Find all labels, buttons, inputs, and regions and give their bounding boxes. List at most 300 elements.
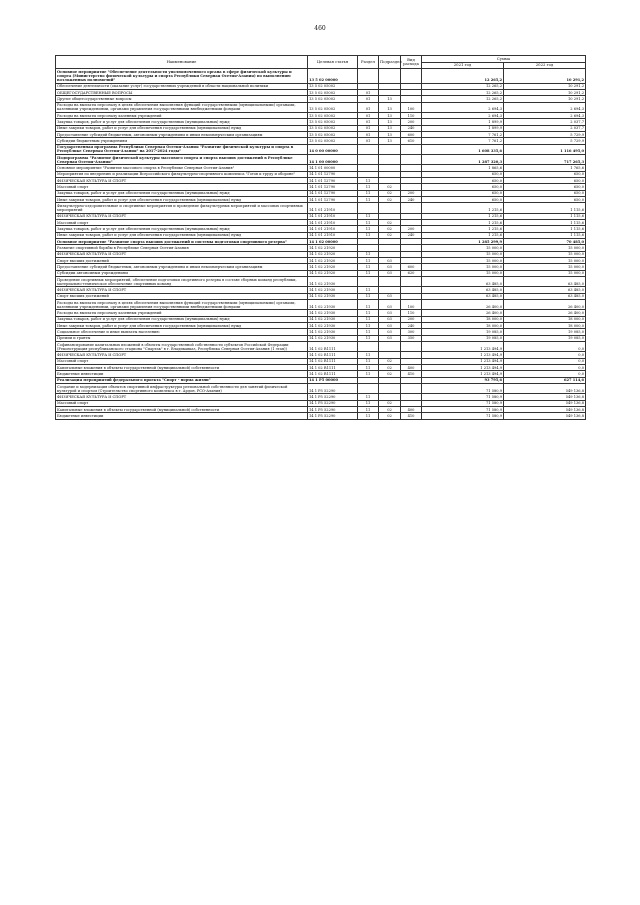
table-row bbox=[56, 276, 586, 286]
row-name-cell: Премии и гранты bbox=[56, 335, 308, 341]
row-sum-2022-cell: 0,0 bbox=[504, 365, 586, 371]
row-expense-type-cell: 200 bbox=[401, 226, 422, 232]
row-subsection-cell: 03 bbox=[379, 293, 401, 299]
row-sum-2022-cell: 1 115,6 bbox=[504, 226, 586, 232]
row-sum-2021-cell: 1 215,6 bbox=[422, 203, 504, 213]
row-target-article-cell: 14 1 01 21910 bbox=[308, 232, 358, 238]
row-name-cell: Государственная программа Республики Северная Осетия-Алания "Развитие физической культуры и спорта в Республике Северная Осетия-Алания" на 2017-2024 годы" bbox=[56, 144, 308, 154]
row-target-article-cell: 14 1 02 21920 bbox=[308, 270, 358, 276]
row-sum-2022-cell: 650,0 bbox=[504, 197, 586, 203]
row-name-cell: ФИЗИЧЕСКАЯ КУЛЬТУРА И СПОРТ bbox=[56, 213, 308, 219]
header-expense-type: Вид расхода bbox=[401, 56, 422, 69]
row-target-article-cell: 13 5 02 05002 bbox=[308, 96, 358, 102]
row-sum-2022-cell: 2 694,3 bbox=[504, 113, 586, 119]
row-target-article-cell: 14 1 02 R1111 bbox=[308, 352, 358, 358]
row-expense-type-cell bbox=[401, 383, 422, 393]
row-section-cell bbox=[358, 383, 379, 393]
row-sum-2022-cell: 1 115,6 bbox=[504, 213, 586, 219]
row-target-article-cell: 14 1 P5 52290 bbox=[308, 394, 358, 400]
row-sum-2022-cell: 549 136,8 bbox=[504, 407, 586, 413]
row-sum-2022-cell: 15 000,0 bbox=[504, 257, 586, 263]
row-sum-2021-cell: 12 265,2 bbox=[422, 96, 504, 102]
row-subsection-cell: 02 bbox=[379, 358, 401, 364]
row-name-cell: ФИЗИЧЕСКАЯ КУЛЬТУРА И СПОРТ bbox=[56, 287, 308, 293]
row-sum-2021-cell: 26 400,0 bbox=[422, 299, 504, 309]
row-target-article-cell: 14 1 02 R1111 bbox=[308, 365, 358, 371]
row-target-article-cell: 14 1 01 00000 bbox=[308, 165, 358, 171]
row-subsection-cell: 02 bbox=[379, 371, 401, 377]
row-sum-2022-cell: 63 485,0 bbox=[504, 293, 586, 299]
row-name-cell: Социальное обеспечение и иные выплаты населению bbox=[56, 329, 308, 335]
row-target-article-cell: 14 1 02 21920 bbox=[308, 251, 358, 257]
row-sum-2022-cell: 549 136,8 bbox=[504, 383, 586, 393]
row-sum-2021-cell: 15 000,0 bbox=[422, 251, 504, 257]
row-sum-2021-cell: 71 580,9 bbox=[422, 400, 504, 406]
row-subsection-cell: 13 bbox=[379, 125, 401, 131]
row-target-article-cell: 14 1 02 21920 bbox=[308, 257, 358, 263]
row-sum-2022-cell: 650,0 bbox=[504, 178, 586, 184]
table-row bbox=[56, 413, 586, 419]
row-sum-2021-cell: 650,0 bbox=[422, 184, 504, 190]
row-target-article-cell: 14 1 01 12790 bbox=[308, 197, 358, 203]
row-sum-2022-cell: 63 485,0 bbox=[504, 287, 586, 293]
row-subsection-cell: 13 bbox=[379, 113, 401, 119]
row-name-cell: Капитальные вложения в объекты государственной (муниципальной) собственности bbox=[56, 407, 308, 413]
row-name-cell: Закупка товаров, работ и услуг для обеспечения государственных (муниципальных) нужд bbox=[56, 226, 308, 232]
row-expense-type-cell: 110 bbox=[401, 310, 422, 316]
row-sum-2021-cell: 1 899,9 bbox=[422, 125, 504, 131]
budget-table bbox=[55, 55, 586, 420]
table-row bbox=[56, 69, 586, 84]
row-sum-2022-cell: 1 115,6 bbox=[504, 232, 586, 238]
row-sum-2022-cell: 549 136,8 bbox=[504, 394, 586, 400]
row-section-cell: 11 bbox=[358, 190, 379, 196]
row-name-cell: Основное мероприятие "Развитие массового спорта в Республике Северная Осетия-Алания" bbox=[56, 165, 308, 171]
row-sum-2021-cell: 1 215,6 bbox=[422, 232, 504, 238]
table-row bbox=[56, 155, 586, 165]
row-subsection-cell: 03 bbox=[379, 270, 401, 276]
row-expense-type-cell: 600 bbox=[401, 131, 422, 137]
row-sum-2022-cell: 15 000,0 bbox=[504, 270, 586, 276]
row-subsection-cell bbox=[379, 144, 401, 154]
row-expense-type-cell: 410 bbox=[401, 413, 422, 419]
row-target-article-cell: 14 1 02 R1111 bbox=[308, 358, 358, 364]
row-section-cell: 01 bbox=[358, 89, 379, 95]
row-sum-2021-cell: 18 000,0 bbox=[422, 316, 504, 322]
row-subsection-cell: 02 bbox=[379, 413, 401, 419]
row-name-cell: Обеспечение деятельности (оказание услуг) государственных учреждений в области национальной политики bbox=[56, 83, 308, 89]
row-section-cell: 11 bbox=[358, 400, 379, 406]
row-section-cell: 11 bbox=[358, 232, 379, 238]
row-target-article-cell: 14 1 P5 52290 bbox=[308, 383, 358, 393]
row-name-cell: Иные закупки товаров, работ и услуг для обеспечения государственных (муниципальных) нужд bbox=[56, 232, 308, 238]
row-target-article-cell: 13 5 02 05002 bbox=[308, 89, 358, 95]
row-sum-2021-cell: 1 213 494,9 bbox=[422, 365, 504, 371]
row-sum-2022-cell: 1 116 495,0 bbox=[504, 144, 586, 154]
row-sum-2021-cell: 1 213 494,9 bbox=[422, 352, 504, 358]
row-sum-2021-cell: 7 761,2 bbox=[422, 131, 504, 137]
row-section-cell: 11 bbox=[358, 407, 379, 413]
row-target-article-cell: 14 0 00 00000 bbox=[308, 144, 358, 154]
header-sum: Сумма bbox=[422, 56, 586, 63]
row-expense-type-cell: 400 bbox=[401, 365, 422, 371]
row-name-cell: Другие общегосударственные вопросы bbox=[56, 96, 308, 102]
row-subsection-cell: 02 bbox=[379, 226, 401, 232]
row-sum-2022-cell: 2 037,7 bbox=[504, 125, 586, 131]
row-sum-2022-cell: 549 136,8 bbox=[504, 400, 586, 406]
row-expense-type-cell: 100 bbox=[401, 299, 422, 309]
row-sum-2021-cell: 19 085,0 bbox=[422, 335, 504, 341]
row-target-article-cell: 14 1 01 12790 bbox=[308, 171, 358, 177]
row-expense-type-cell bbox=[401, 203, 422, 213]
row-subsection-cell: 03 bbox=[379, 264, 401, 270]
row-name-cell: ФИЗИЧЕСКАЯ КУЛЬТУРА И СПОРТ bbox=[56, 251, 308, 257]
table-row bbox=[56, 102, 586, 112]
row-sum-2021-cell: 1 215,6 bbox=[422, 220, 504, 226]
row-target-article-cell: 13 5 02 05002 bbox=[308, 119, 358, 125]
row-sum-2021-cell: 19 085,0 bbox=[422, 329, 504, 335]
row-name-cell: Бюджетные инвестиции bbox=[56, 413, 308, 419]
row-target-article-cell: 14 1 01 12790 bbox=[308, 178, 358, 184]
row-target-article-cell: 13 5 02 05002 bbox=[308, 102, 358, 112]
row-sum-2022-cell: 0,0 bbox=[504, 352, 586, 358]
row-target-article-cell: 14 1 P5 52290 bbox=[308, 407, 358, 413]
row-section-cell: 11 bbox=[358, 287, 379, 293]
row-sum-2021-cell: 71 580,9 bbox=[422, 413, 504, 419]
row-target-article-cell: 14 1 02 21920 bbox=[308, 264, 358, 270]
row-subsection-cell bbox=[379, 341, 401, 351]
row-name-cell: ОБЩЕГОСУДАРСТВЕННЫЕ ВОПРОСЫ bbox=[56, 89, 308, 95]
row-subsection-cell: 03 bbox=[379, 310, 401, 316]
row-target-article-cell: 14 1 02 21930 bbox=[308, 316, 358, 322]
row-section-cell: 11 bbox=[358, 264, 379, 270]
row-section-cell: 01 bbox=[358, 125, 379, 131]
row-target-article-cell: 14 1 P5 52290 bbox=[308, 400, 358, 406]
row-subsection-cell: 02 bbox=[379, 190, 401, 196]
row-sum-2022-cell: 15 000,0 bbox=[504, 264, 586, 270]
row-name-cell: Основное мероприятие "Развитие спорта высших достижений и системы подготовки спортивного резерва" bbox=[56, 239, 308, 245]
row-sum-2022-cell: 1 765,6 bbox=[504, 165, 586, 171]
row-subsection-cell: 13 bbox=[379, 102, 401, 112]
row-section-cell: 11 bbox=[358, 310, 379, 316]
row-name-cell: Закупка товаров, работ и услуг для обеспечения государственных (муниципальных) нужд bbox=[56, 316, 308, 322]
header-section: Раздел bbox=[358, 56, 379, 69]
row-sum-2021-cell: 650,0 bbox=[422, 178, 504, 184]
row-section-cell bbox=[358, 276, 379, 286]
row-sum-2021-cell: 650,0 bbox=[422, 190, 504, 196]
row-subsection-cell: 02 bbox=[379, 365, 401, 371]
row-expense-type-cell bbox=[401, 276, 422, 286]
row-sum-2022-cell: 1 115,6 bbox=[504, 203, 586, 213]
row-sum-2021-cell: 1 865,6 bbox=[422, 165, 504, 171]
row-sum-2021-cell: 12 265,2 bbox=[422, 89, 504, 95]
table-row bbox=[56, 144, 586, 154]
row-sum-2022-cell: 70 485,0 bbox=[504, 239, 586, 245]
row-target-article-cell: 13 5 02 05002 bbox=[308, 125, 358, 131]
row-expense-type-cell: 240 bbox=[401, 125, 422, 131]
row-target-article-cell: 14 1 00 00000 bbox=[308, 155, 358, 165]
row-subsection-cell bbox=[379, 155, 401, 165]
row-subsection-cell: 13 bbox=[379, 119, 401, 125]
row-section-cell: 11 bbox=[358, 352, 379, 358]
row-sum-2022-cell: 15 000,0 bbox=[504, 245, 586, 251]
row-name-cell: Массовый спорт bbox=[56, 220, 308, 226]
row-subsection-cell: 03 bbox=[379, 257, 401, 263]
header-target-article: Целевая статья bbox=[308, 56, 358, 69]
row-expense-type-cell: 620 bbox=[401, 270, 422, 276]
row-section-cell: 11 bbox=[358, 323, 379, 329]
row-expense-type-cell: 610 bbox=[401, 138, 422, 144]
table-body bbox=[56, 69, 586, 420]
row-name-cell: Расходы на выплаты персоналу казенных учреждений bbox=[56, 310, 308, 316]
row-expense-type-cell bbox=[401, 144, 422, 154]
row-name-cell: Физкультурно-оздоровительные и спортивные мероприятия и проведение физкультурных мероприятий и массовых спортивных мероприятий bbox=[56, 203, 308, 213]
row-section-cell bbox=[358, 69, 379, 84]
row-expense-type-cell: 200 bbox=[401, 316, 422, 322]
row-name-cell: Спорт высших достижений bbox=[56, 293, 308, 299]
row-expense-type-cell bbox=[401, 155, 422, 165]
row-name-cell: Проведение спортивных мероприятий, обеспечение подготовки спортивного резерва в составе сборных команд республики, материально-техническое обеспечение спортивных команд bbox=[56, 276, 308, 286]
row-section-cell bbox=[358, 203, 379, 213]
row-sum-2021-cell: 1 213 494,9 bbox=[422, 341, 504, 351]
row-section-cell: 11 bbox=[358, 365, 379, 371]
table-row bbox=[56, 203, 586, 213]
row-section-cell bbox=[358, 144, 379, 154]
row-sum-2022-cell: 5 729,9 bbox=[504, 131, 586, 137]
row-section-cell: 11 bbox=[358, 184, 379, 190]
row-sum-2021-cell: 26 400,0 bbox=[422, 310, 504, 316]
row-target-article-cell: 14 1 02 00000 bbox=[308, 239, 358, 245]
row-section-cell: 11 bbox=[358, 293, 379, 299]
row-name-cell: Основное мероприятие "Обеспечение деятельности уполномоченного органа в сфере физической культуры и спорта (Министерство физической культуры и спорта Республики Северная Осетия-Алания) по выполнению возложенных полномочий" bbox=[56, 69, 308, 84]
row-sum-2022-cell: 19 085,0 bbox=[504, 335, 586, 341]
row-sum-2021-cell: 15 000,0 bbox=[422, 264, 504, 270]
row-expense-type-cell: 600 bbox=[401, 264, 422, 270]
row-section-cell: 11 bbox=[358, 213, 379, 219]
row-sum-2021-cell: 63 485,0 bbox=[422, 293, 504, 299]
row-section-cell: 11 bbox=[358, 257, 379, 263]
table-row bbox=[56, 341, 586, 351]
row-section-cell: 11 bbox=[358, 413, 379, 419]
row-subsection-cell: 02 bbox=[379, 407, 401, 413]
row-section-cell bbox=[358, 341, 379, 351]
row-sum-2021-cell: 1 899,9 bbox=[422, 119, 504, 125]
row-section-cell: 11 bbox=[358, 316, 379, 322]
row-subsection-cell: 03 bbox=[379, 335, 401, 341]
row-section-cell: 11 bbox=[358, 335, 379, 341]
row-name-cell: Развитие спортивной борьбы в Республике Северная Осетия-Алания bbox=[56, 245, 308, 251]
row-section-cell: 01 bbox=[358, 113, 379, 119]
row-target-article-cell: 13 5 02 05002 bbox=[308, 113, 358, 119]
row-expense-type-cell: 240 bbox=[401, 323, 422, 329]
row-name-cell: Софинансирование капитальных вложений в объекты государственной собственности субъектов Российской Федерации (Реконструкция республиканского стадиона "Спартак" в г. Владикавказ, Республика Северная Осетия-Алания (1 этап)) bbox=[56, 341, 308, 351]
row-subsection-cell bbox=[379, 276, 401, 286]
row-subsection-cell: 02 bbox=[379, 220, 401, 226]
row-sum-2021-cell: 93 795,6 bbox=[422, 377, 504, 383]
row-section-cell: 11 bbox=[358, 394, 379, 400]
row-subsection-cell: 03 bbox=[379, 316, 401, 322]
row-section-cell: 11 bbox=[358, 178, 379, 184]
row-sum-2022-cell: 549 136,8 bbox=[504, 413, 586, 419]
row-name-cell: Массовый спорт bbox=[56, 184, 308, 190]
row-name-cell: Бюджетные инвестиции bbox=[56, 371, 308, 377]
row-sum-2022-cell: 650,0 bbox=[504, 171, 586, 177]
row-name-cell: Предоставление субсидий бюджетным, автономным учреждениям и иным некоммерческим организациям bbox=[56, 131, 308, 137]
row-name-cell: Массовый спорт bbox=[56, 358, 308, 364]
row-subsection-cell bbox=[379, 69, 401, 84]
row-section-cell: 11 bbox=[358, 220, 379, 226]
row-subsection-cell: 02 bbox=[379, 400, 401, 406]
table-row bbox=[56, 299, 586, 309]
row-section-cell: 11 bbox=[358, 251, 379, 257]
row-sum-2021-cell: 650,0 bbox=[422, 171, 504, 177]
row-sum-2021-cell: 15 000,0 bbox=[422, 257, 504, 263]
row-subsection-cell bbox=[379, 203, 401, 213]
row-subsection-cell: 03 bbox=[379, 323, 401, 329]
row-expense-type-cell: 350 bbox=[401, 335, 422, 341]
row-target-article-cell: 14 1 02 21930 bbox=[308, 335, 358, 341]
row-sum-2022-cell: 627 114,6 bbox=[504, 377, 586, 383]
row-name-cell: Создание и модернизация объектов спортивной инфраструктуры региональной собственности для занятий физической культурой и спортом (Строительство спортивного комплекса в г. Ардон, РСО-Алания) bbox=[56, 383, 308, 393]
row-sum-2021-cell: 1 213 494,9 bbox=[422, 358, 504, 364]
row-subsection-cell: 13 bbox=[379, 96, 401, 102]
row-sum-2021-cell: 1 213 494,9 bbox=[422, 371, 504, 377]
row-section-cell: 01 bbox=[358, 131, 379, 137]
row-target-article-cell: 14 1 02 21930 bbox=[308, 310, 358, 316]
row-subsection-cell: 02 bbox=[379, 197, 401, 203]
row-sum-2021-cell: 1 287 320,3 bbox=[422, 155, 504, 165]
row-name-cell: Предоставление субсидий бюджетным, автономным учреждениям и иным некоммерческим организациям bbox=[56, 264, 308, 270]
row-sum-2022-cell: 1 115,6 bbox=[504, 220, 586, 226]
row-sum-2021-cell: 1 608 335,6 bbox=[422, 144, 504, 154]
row-section-cell: 11 bbox=[358, 358, 379, 364]
row-sum-2022-cell: 63 485,0 bbox=[504, 276, 586, 286]
row-target-article-cell: 14 1 01 12790 bbox=[308, 190, 358, 196]
header-name: Наименование bbox=[56, 56, 308, 69]
row-sum-2021-cell: 12 265,2 bbox=[422, 69, 504, 84]
row-sum-2021-cell: 2 694,3 bbox=[422, 113, 504, 119]
row-target-article-cell: 14 1 02 R1111 bbox=[308, 341, 358, 351]
row-target-article-cell: 14 1 02 R1111 bbox=[308, 371, 358, 377]
row-sum-2021-cell: 1 215,6 bbox=[422, 226, 504, 232]
row-sum-2022-cell: 0,0 bbox=[504, 371, 586, 377]
row-target-article-cell: 14 1 01 21910 bbox=[308, 226, 358, 232]
row-sum-2022-cell: 10 291,2 bbox=[504, 69, 586, 84]
row-sum-2022-cell: 5 729,9 bbox=[504, 138, 586, 144]
row-name-cell: Расходы на выплаты персоналу казенных учреждений bbox=[56, 113, 308, 119]
row-sum-2022-cell: 26 400,0 bbox=[504, 310, 586, 316]
row-target-article-cell: 13 5 02 05002 bbox=[308, 138, 358, 144]
row-section-cell: 01 bbox=[358, 96, 379, 102]
row-name-cell: Реализация мероприятий федерального проекта "Спорт - норма жизни" bbox=[56, 377, 308, 383]
row-section-cell: 11 bbox=[358, 270, 379, 276]
page-number: 460 bbox=[314, 25, 326, 32]
row-subsection-cell: 13 bbox=[379, 131, 401, 137]
row-sum-2022-cell: 2 694,3 bbox=[504, 102, 586, 112]
row-name-cell: Мероприятия по внедрению и реализации Всероссийского физкультурно-спортивного комплекса "Готов к труду и обороне" bbox=[56, 171, 308, 177]
row-expense-type-cell: 240 bbox=[401, 232, 422, 238]
row-section-cell: 11 bbox=[358, 226, 379, 232]
row-name-cell: ФИЗИЧЕСКАЯ КУЛЬТУРА И СПОРТ bbox=[56, 352, 308, 358]
row-sum-2022-cell: 18 000,0 bbox=[504, 323, 586, 329]
row-sum-2021-cell: 12 265,2 bbox=[422, 83, 504, 89]
row-target-article-cell: 14 1 01 21910 bbox=[308, 220, 358, 226]
row-subsection-cell: 02 bbox=[379, 184, 401, 190]
header-year-2021: 2021 год bbox=[422, 62, 504, 69]
row-sum-2022-cell: 15 000,0 bbox=[504, 251, 586, 257]
row-expense-type-cell: 200 bbox=[401, 190, 422, 196]
row-sum-2021-cell: 18 000,0 bbox=[422, 323, 504, 329]
row-sum-2022-cell: 717 265,3 bbox=[504, 155, 586, 165]
row-section-cell bbox=[358, 155, 379, 165]
row-name-cell: Закупка товаров, работ и услуг для обеспечения государственных (муниципальных) нужд bbox=[56, 119, 308, 125]
header-subsection: Подраздел bbox=[379, 56, 401, 69]
row-name-cell: Субсидии автономным учреждениям bbox=[56, 270, 308, 276]
row-sum-2022-cell: 0,0 bbox=[504, 341, 586, 351]
header-year-2022: 2022 год bbox=[504, 62, 586, 69]
row-sum-2022-cell: 0,0 bbox=[504, 358, 586, 364]
row-sum-2022-cell: 18 000,0 bbox=[504, 316, 586, 322]
row-name-cell: Капитальные вложения в объекты государственной (муниципальной) собственности bbox=[56, 365, 308, 371]
row-name-cell: Спорт высших достижений bbox=[56, 257, 308, 263]
row-name-cell: Иные закупки товаров, работ и услуг для обеспечения государственных (муниципальных) нужд bbox=[56, 323, 308, 329]
row-name-cell: Расходы на выплаты персоналу в целях обеспечения выполнения функций государственными (муниципальными) органами, казенными учреждениями, органами управления государственными внебюджетными фондами bbox=[56, 299, 308, 309]
row-name-cell: Расходы на выплаты персоналу в целях обеспечения выполнения функций государственными (муниципальными) органами, казенными учреждениями, органами управления государственными внебюджетными фондами bbox=[56, 102, 308, 112]
row-name-cell: Субсидии бюджетным учреждениям bbox=[56, 138, 308, 144]
row-expense-type-cell: 200 bbox=[401, 119, 422, 125]
row-subsection-cell bbox=[379, 383, 401, 393]
row-expense-type-cell: 400 bbox=[401, 407, 422, 413]
row-target-article-cell: 14 1 01 21910 bbox=[308, 203, 358, 213]
row-section-cell: 01 bbox=[358, 102, 379, 112]
row-section-cell: 11 bbox=[358, 299, 379, 309]
row-target-article-cell: 13 5 02 05002 bbox=[308, 131, 358, 137]
row-target-article-cell: 14 1 02 21930 bbox=[308, 293, 358, 299]
row-target-article-cell: 14 1 02 21930 bbox=[308, 287, 358, 293]
row-expense-type-cell: 100 bbox=[401, 102, 422, 112]
row-target-article-cell: 14 1 02 21930 bbox=[308, 323, 358, 329]
row-section-cell: 11 bbox=[358, 371, 379, 377]
row-target-article-cell: 14 1 02 21930 bbox=[308, 276, 358, 286]
row-sum-2022-cell: 10 291,2 bbox=[504, 96, 586, 102]
row-subsection-cell: 02 bbox=[379, 232, 401, 238]
row-sum-2021-cell: 1 215,6 bbox=[422, 213, 504, 219]
row-sum-2021-cell: 63 485,0 bbox=[422, 276, 504, 286]
row-expense-type-cell bbox=[401, 341, 422, 351]
row-target-article-cell: 13 5 02 00000 bbox=[308, 69, 358, 84]
row-sum-2021-cell: 1 285 299,9 bbox=[422, 239, 504, 245]
row-subsection-cell: 03 bbox=[379, 329, 401, 335]
row-target-article-cell: 14 1 P5 00000 bbox=[308, 377, 358, 383]
row-expense-type-cell: 240 bbox=[401, 197, 422, 203]
row-subsection-cell: 03 bbox=[379, 299, 401, 309]
table-row bbox=[56, 383, 586, 393]
row-name-cell: Иные закупки товаров, работ и услуг для обеспечения государственных (муниципальных) нужд bbox=[56, 125, 308, 131]
row-target-article-cell: 14 1 02 21930 bbox=[308, 299, 358, 309]
row-sum-2022-cell: 2 037,7 bbox=[504, 119, 586, 125]
table-header bbox=[56, 56, 586, 69]
row-target-article-cell: 14 1 01 12790 bbox=[308, 184, 358, 190]
row-target-article-cell: 14 1 P5 52290 bbox=[308, 413, 358, 419]
row-sum-2021-cell: 71 580,9 bbox=[422, 383, 504, 393]
row-section-cell: 11 bbox=[358, 197, 379, 203]
row-sum-2022-cell: 19 085,0 bbox=[504, 329, 586, 335]
row-expense-type-cell: 110 bbox=[401, 113, 422, 119]
row-sum-2021-cell: 71 580,9 bbox=[422, 394, 504, 400]
row-expense-type-cell: 410 bbox=[401, 371, 422, 377]
row-name-cell: Иные закупки товаров, работ и услуг для обеспечения государственных (муниципальных) нужд bbox=[56, 197, 308, 203]
row-name-cell: ФИЗИЧЕСКАЯ КУЛЬТУРА И СПОРТ bbox=[56, 394, 308, 400]
